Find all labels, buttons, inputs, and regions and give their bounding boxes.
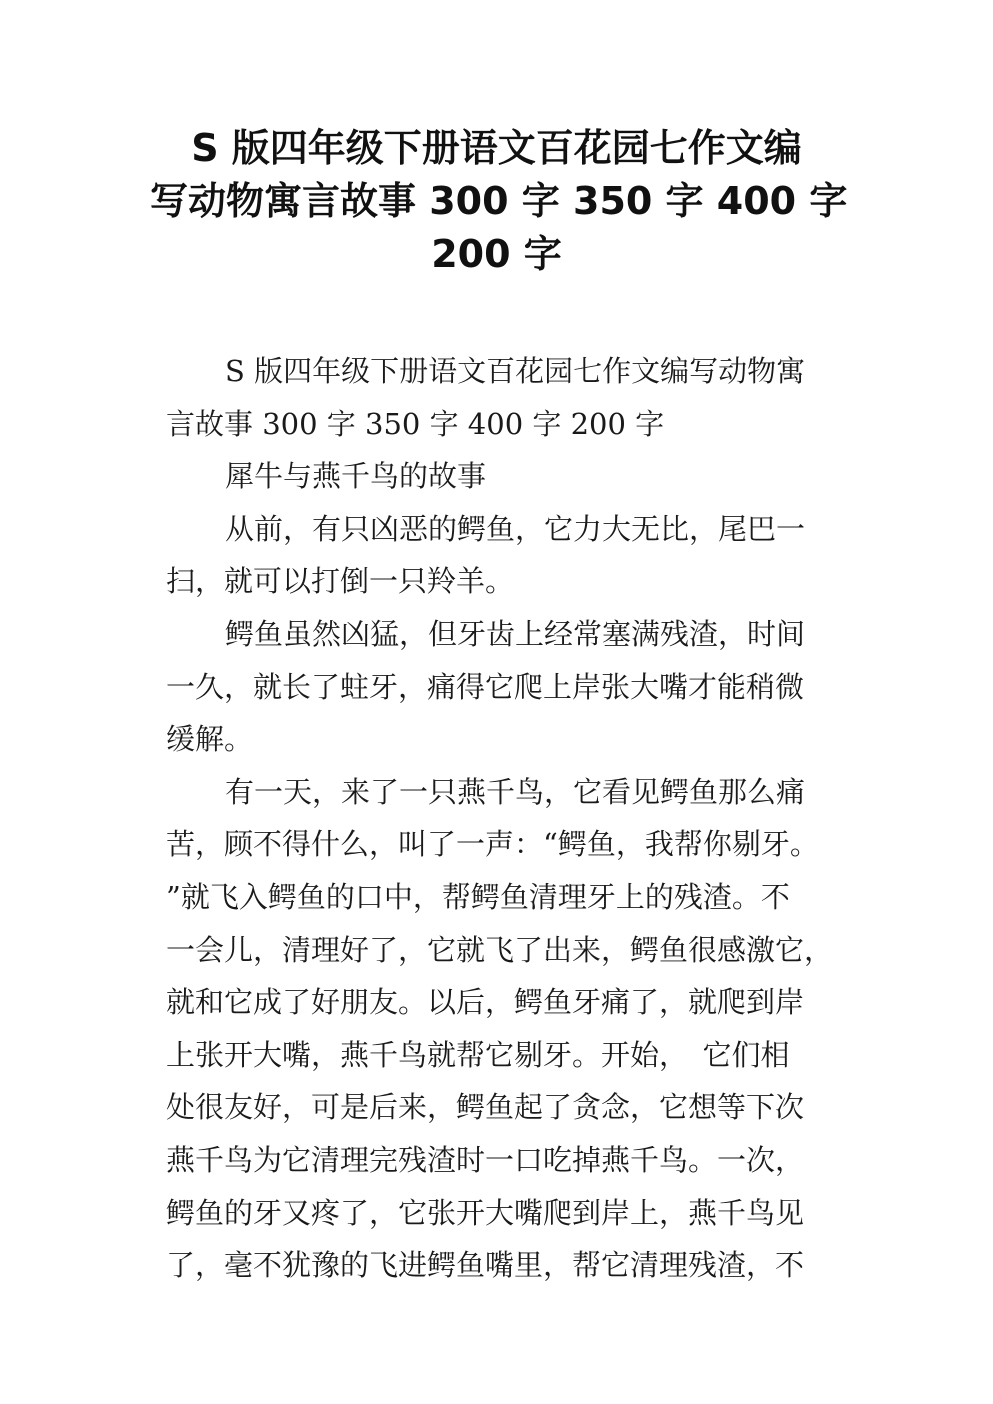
body-line-17: 鳄鱼的牙又疼了，它张开大嘴爬到岸上，燕千鸟见 [166, 1195, 805, 1230]
body-line-18: 了，毫不犹豫的飞进鳄鱼嘴里，帮它清理残渣，不 [166, 1248, 805, 1283]
body-line-6: 鳄鱼虽然凶猛，但牙齿上经常塞满残渣，时间 [225, 616, 806, 651]
body-line-10: 苦，顾不得什么，叫了一声：“鳄鱼，我帮你剔牙。 [166, 827, 819, 862]
title-line-3: 200 字 [431, 232, 562, 276]
body-line-8: 缓解。 [166, 722, 254, 757]
body-line-7: 一久，就长了蛀牙，痛得它爬上岸张大嘴才能稍微 [166, 669, 805, 704]
body-line-5: 扫，就可以打倒一只羚羊。 [166, 564, 515, 599]
document-body [166, 345, 834, 1292]
body-line-11: ”就飞入鳄鱼的口中，帮鳄鱼清理牙上的残渣。不 [166, 879, 790, 914]
body-line-14: 上张开大嘴，燕千鸟就帮它剔牙。开始， 它们相 [166, 1037, 790, 1072]
story-title: 犀牛与燕千鸟的故事 [225, 459, 487, 494]
body-line-16: 燕千鸟为它清理完残渣时一口吃掉燕千鸟。一次， [166, 1142, 805, 1177]
body-line-2: 言故事 300 字 350 字 400 字 200 字 [166, 406, 665, 441]
title-line-2: 写动物寓言故事 300 字 350 字 400 字 [150, 179, 848, 223]
body-line-1: S 版四年级下册语文百花园七作文编写动物寓 [225, 354, 806, 388]
body-line-13: 就和它成了好朋友。以后，鳄鱼牙痛了，就爬到岸 [166, 985, 805, 1020]
body-line-4: 从前，有只凶恶的鳄鱼，它力大无比，尾巴一 [225, 511, 806, 546]
body-line-12: 一会儿，清理好了，它就飞了出来，鳄鱼很感激它， [166, 932, 834, 967]
body-line-9: 有一天，来了一只燕千鸟，它看见鳄鱼那么痛 [225, 774, 806, 809]
document-title [150, 122, 848, 281]
body-line-15: 处很友好，可是后来，鳄鱼起了贪念，它想等下次 [166, 1090, 805, 1125]
title-line-1: S 版四年级下册语文百花园七作文编 [191, 126, 802, 170]
